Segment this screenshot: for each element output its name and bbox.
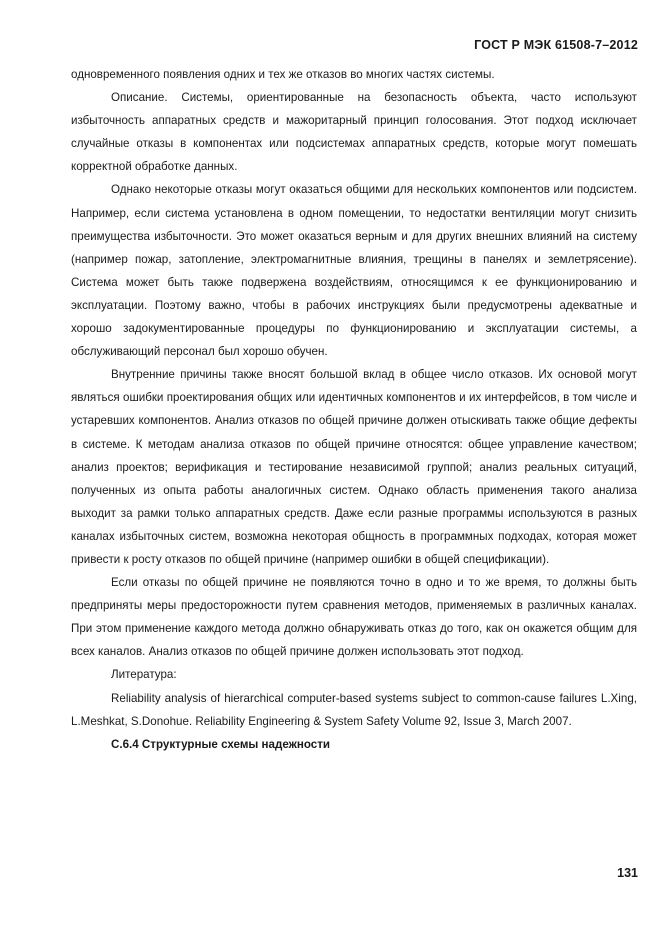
paragraph-description: Описание. Системы, ориентированные на безопасность объекта, часто используют избыточность аппаратных средств и мажоритарный принцип голосования. Этот подход исключает случайные отказы в компонентах или подсистемах аппаратных средств, которые могут помешать корректной обработке данных. (71, 91, 637, 174)
document-body (71, 63, 637, 756)
reference-item: Reliability analysis of hierarchical computer-based systems subject to common-cause failures L.Xing, L.Meshkat, S.Donohue. Reliability Engineering & System Safety Volume 92, Issue 3, March 2007. (71, 691, 637, 728)
page-number: 131 (617, 866, 638, 880)
paragraph-internal-causes: Внутренние причины также вносят большой вклад в общее число отказов. Их основой могут являться ошибки проектирования общих или идентичных компонентов и их интерфейсов, в том числе и устаревших компонентов. Анализ отказов по общей причине должен отыскивать также общие дефекты в системе. К методам анализа отказов по общей причине относятся: общее управление качеством; анализ проектов; верификация и тестирование независимой группой; анализ реальных ситуаций, полученных из опыта работы аналогичных систем. Однако область применения такого анализа выходит за рамки только аппаратных средств. Даже если разные программы используются в разных каналах избыточных систем, возможна некоторая общность в программных подходах, которая может привести к росту отказов по общей причине (например ошибки в общей спецификации). (71, 368, 637, 566)
paragraph-precautions: Если отказы по общей причине не появляются точно в одно и то же время, то должны быть предприняты меры предосторожности путем сравнения методов, применяемых в различных каналах. При этом применение каждого метода должно обнаруживать отказ до того, как он окажется общим для всех каналов. Анализ отказов по общей причине должен использовать этот подход. (71, 576, 637, 659)
document-header: ГОСТ Р МЭК 61508-7–2012 (474, 38, 638, 52)
paragraph-continuation: одновременного появления одних и тех же отказов во многих частях системы. (71, 68, 495, 81)
section-heading: C.6.4 Структурные схемы надежности (111, 737, 331, 751)
references-label: Литература: (111, 668, 177, 682)
paragraph-common-failures: Однако некоторые отказы могут оказаться общими для нескольких компонентов или подсистем. Например, если система установлена в одном помещении, то недостатки вентиляции могут снизить преимущества избыточности. Это может оказаться верным и для других внешних влияний на систему (например пожар, затопление, электромагнитные влияния, трещины в панелях и землетрясение). Система может быть также подвержена воздействиям, относящимся к ее функционированию и эксплуатации. Поэтому важно, чтобы в рабочих инструкциях были предусмотрены адекватные и хорошо задокументированные процедуры по функционированию и эксплуатации системы, а обслуживающий персонал был хорошо обучен. (71, 183, 637, 359)
